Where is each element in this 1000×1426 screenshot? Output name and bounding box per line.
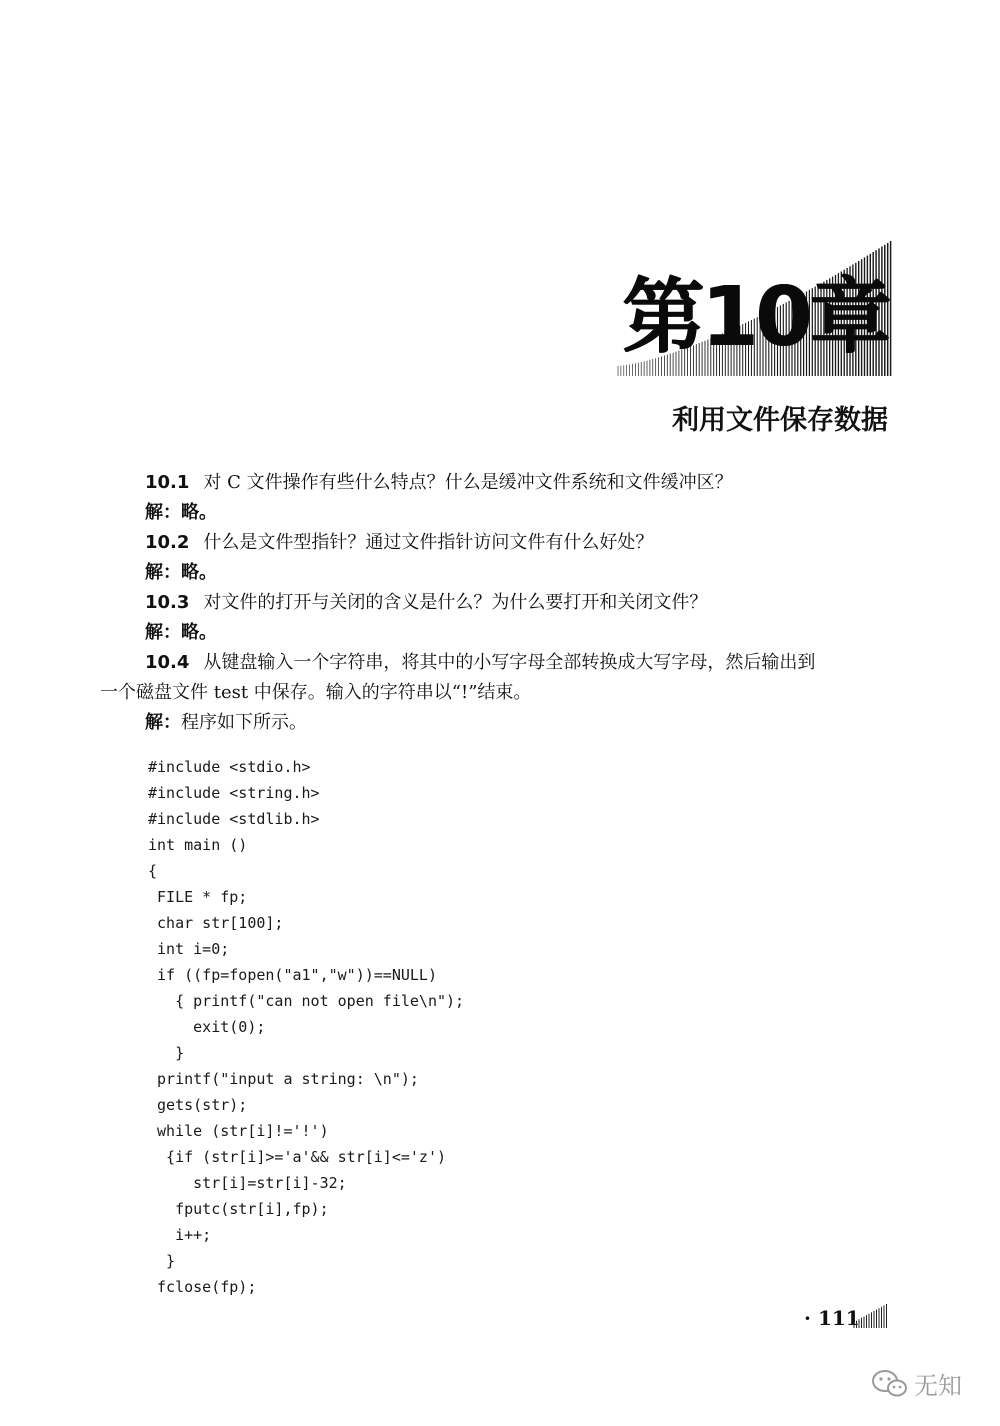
code-line: FILE * fp; [148,888,248,906]
question-number: 10.4 [145,652,190,673]
question-text-continued: 一个磁盘文件 test 中保存。输入的字符串以“!”结束。 [100,682,532,703]
question-text: 对 C 文件操作有些什么特点？什么是缓冲文件系统和文件缓冲区？ [203,472,733,493]
code-line: } [148,1044,185,1062]
question-text: 什么是文件型指针？通过文件指针访问文件有什么好处？ [203,532,654,553]
question-text: 对文件的打开与关闭的含义是什么？为什么要打开和关闭文件？ [203,592,708,613]
code-line: if ((fp=fopen("a1","w"))==NULL) [148,966,437,984]
code-line: int i=0; [148,940,230,958]
page-number-ornament [852,1304,890,1330]
answer-10-3 [100,618,900,648]
page-number-value: 111 [817,1306,860,1330]
code-line: {if (str[i]>='a'&& str[i]<='z') [148,1148,447,1166]
answer-text: 略。 [181,502,217,523]
answer-label: 解： [145,562,181,583]
answer-label: 解： [145,502,181,523]
question-number: 10.2 [145,532,190,553]
question-10-4-continued [100,678,900,708]
chapter-banner [610,240,900,380]
code-line: fputc(str[i],fp); [148,1200,329,1218]
wechat-icon [870,1368,908,1398]
question-text: 从键盘输入一个字符串，将其中的小写字母全部转换成大写字母，然后输出到 [203,652,816,673]
watermark-text: 无知 [914,1372,962,1400]
code-line: str[i]=str[i]-32; [148,1174,347,1192]
answer-10-2 [100,558,900,588]
code-line: { [148,862,158,880]
chapter-title: 第10章 [622,270,889,365]
code-line: int main () [148,836,248,854]
code-line: #include <stdlib.h> [148,810,320,828]
answer-text: 略。 [181,622,217,643]
answer-10-4 [100,708,900,738]
code-line: exit(0); [148,1018,266,1036]
answer-label: 解： [145,622,181,643]
code-line: #include <stdio.h> [148,758,311,776]
question-list [100,468,900,738]
code-line: fclose(fp); [148,1278,257,1296]
answer-text: 略。 [181,562,217,583]
question-10-2 [100,528,900,558]
answer-text: 程序如下所示。 [181,712,307,733]
code-line: { printf("can not open file\n"); [148,992,465,1010]
code-line: printf("input a string: \n"); [148,1070,419,1088]
chapter-subtitle: 利用文件保存数据 [672,405,888,436]
code-listing [148,754,748,1300]
code-line: gets(str); [148,1096,248,1114]
question-number: 10.3 [145,592,190,613]
code-line: while (str[i]!='!') [148,1122,329,1140]
page-bullet: · [804,1306,811,1330]
code-line: #include <string.h> [148,784,320,802]
code-line: char str[100]; [148,914,284,932]
code-line: i++; [148,1226,212,1244]
code-line: } [148,1252,176,1270]
answer-10-1 [100,498,900,528]
question-number: 10.1 [145,472,190,493]
question-10-1 [100,468,900,498]
question-10-4 [100,648,900,678]
question-10-3 [100,588,900,618]
answer-label: 解： [145,712,181,733]
